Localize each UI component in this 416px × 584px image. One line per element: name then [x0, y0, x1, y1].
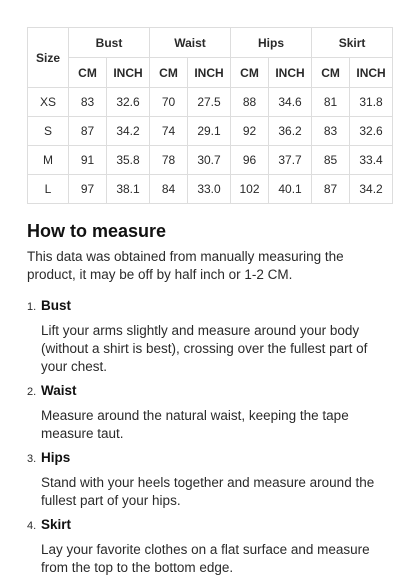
value-cell: 97: [69, 175, 107, 204]
value-cell: 32.6: [350, 117, 393, 146]
unit-header: CM: [150, 58, 188, 88]
value-cell: 70: [150, 88, 188, 117]
table-row: [28, 146, 393, 175]
hips-group-header: Hips: [231, 28, 312, 58]
step-number: 4.: [27, 520, 37, 532]
value-cell: 78: [150, 146, 188, 175]
steps-list: [27, 298, 393, 577]
value-cell: 34.6: [269, 88, 312, 117]
value-cell: 92: [231, 117, 269, 146]
unit-header: INCH: [107, 58, 150, 88]
list-item: [27, 517, 393, 577]
value-cell: 38.1: [107, 175, 150, 204]
step-description: Lay your favorite clothes on a flat surface and measure from the top to the bottom edge.: [41, 542, 370, 575]
list-item: [27, 298, 393, 376]
waist-group-header: Waist: [150, 28, 231, 58]
measure-guide: [27, 219, 393, 584]
value-cell: 35.8: [107, 146, 150, 175]
value-cell: 33.4: [350, 146, 393, 175]
value-cell: 83: [312, 117, 350, 146]
step-description: Stand with your heels together and measure around the fullest part of your hips.: [41, 475, 375, 508]
value-cell: 84: [150, 175, 188, 204]
step-description: Lift your arms slightly and measure around your body (without a shirt is best), crossing over the fullest part of your chest.: [41, 323, 368, 374]
value-cell: 102: [231, 175, 269, 204]
value-cell: 33.0: [188, 175, 231, 204]
value-cell: 32.6: [107, 88, 150, 117]
value-cell: 96: [231, 146, 269, 175]
value-cell: 40.1: [269, 175, 312, 204]
value-cell: 27.5: [188, 88, 231, 117]
unit-header: INCH: [350, 58, 393, 88]
value-cell: 31.8: [350, 88, 393, 117]
step-number: 1.: [27, 301, 37, 313]
value-cell: 91: [69, 146, 107, 175]
step-number: 3.: [27, 453, 37, 465]
value-cell: 36.2: [269, 117, 312, 146]
unit-header: INCH: [188, 58, 231, 88]
unit-header: CM: [231, 58, 269, 88]
value-cell: 87: [312, 175, 350, 204]
size-column-header: Size: [28, 28, 69, 88]
bust-group-header: Bust: [69, 28, 150, 58]
table-row: [28, 88, 393, 117]
value-cell: 88: [231, 88, 269, 117]
value-cell: 81: [312, 88, 350, 117]
list-item: [27, 383, 393, 443]
unit-header: CM: [69, 58, 107, 88]
step-title: Bust: [41, 298, 71, 313]
value-cell: 85: [312, 146, 350, 175]
size-cell: M: [28, 146, 69, 175]
unit-header: INCH: [269, 58, 312, 88]
step-title: Waist: [41, 383, 77, 398]
value-cell: 87: [69, 117, 107, 146]
table-row: [28, 175, 393, 204]
size-cell: S: [28, 117, 69, 146]
step-description: Measure around the natural waist, keeping the tape measure taut.: [41, 408, 349, 441]
unit-header: CM: [312, 58, 350, 88]
value-cell: 30.7: [188, 146, 231, 175]
size-cell: XS: [28, 88, 69, 117]
step-title: Hips: [41, 450, 71, 465]
skirt-group-header: Skirt: [312, 28, 393, 58]
value-cell: 83: [69, 88, 107, 117]
value-cell: 37.7: [269, 146, 312, 175]
intro-paragraph: This data was obtained from manually measuring the product, it may be off by half inch or 1-2 CM.: [27, 249, 344, 282]
list-item: [27, 450, 393, 510]
value-cell: 74: [150, 117, 188, 146]
step-number: 2.: [27, 386, 37, 398]
value-cell: 34.2: [350, 175, 393, 204]
value-cell: 29.1: [188, 117, 231, 146]
section-heading: How to measure: [27, 221, 167, 241]
size-cell: L: [28, 175, 69, 204]
step-title: Skirt: [41, 517, 72, 532]
value-cell: 34.2: [107, 117, 150, 146]
size-chart-table: [27, 27, 393, 204]
table-row: [28, 117, 393, 146]
